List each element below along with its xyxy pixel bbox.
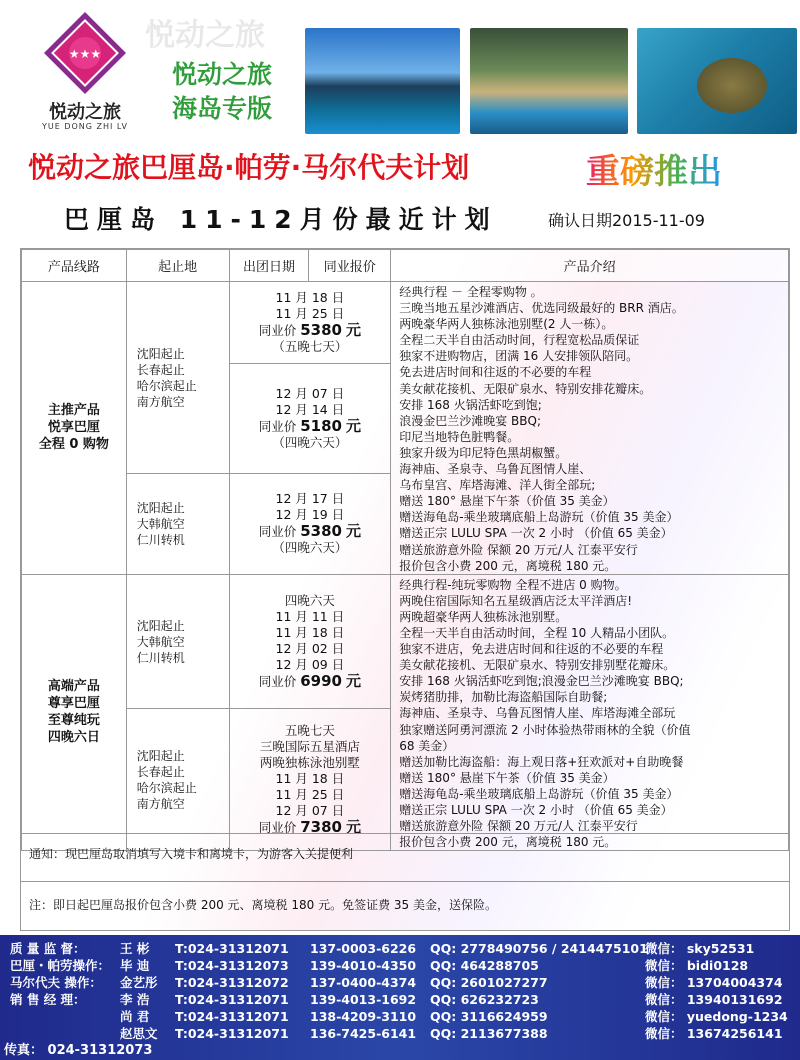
intro-line: 赠送海龟岛-乘坐玻璃底船上岛游玩（价值 35 美金）: [399, 786, 679, 801]
logo-subtext: YUE DONG ZHI LV: [42, 122, 128, 131]
hotel-line: 三晚国际五星酒店: [259, 739, 360, 755]
contact-mobile: 139-4013-1692: [310, 992, 417, 1007]
intro-cell-main: [391, 282, 789, 575]
contact-name: 毕 迪: [120, 958, 150, 973]
logo: [30, 10, 140, 135]
contact-tel: T:024-31312071: [175, 1026, 289, 1041]
header-intro: 产品介绍: [391, 250, 789, 282]
depart-line: 沈阳起止: [136, 618, 185, 633]
contact-footer: [0, 935, 800, 1060]
logo-diamond-icon: [42, 10, 128, 96]
contact-mobile: 138-4209-3110: [310, 1009, 417, 1024]
intro-line: 独家升级为印尼特色黑胡椒蟹。: [399, 445, 568, 460]
intro-line: 海神庙、圣泉寺、乌鲁瓦图情人崖、库塔海滩全部玩: [399, 706, 676, 721]
contact-role: 销 售 经 理：: [10, 992, 86, 1007]
price-label: 同业价: [258, 674, 297, 690]
route-line: 高端产品: [47, 679, 100, 695]
route-line: 悦享巴厘: [47, 420, 100, 436]
intro-line: 三晚当地五星沙滩酒店、优选同级最好的 BRR 酒店。: [399, 301, 684, 316]
date-line: 11 月 18 日: [275, 290, 345, 306]
intro-line: 赠送 180° 悬崖下午茶（价值 35 美金）: [399, 494, 615, 509]
date-line: 11 月 18 日: [275, 771, 345, 787]
contact-qq: QQ: 2601027277: [430, 975, 548, 990]
depart-line: 大韩航空: [136, 634, 185, 649]
sea-turtle-photo: [637, 28, 797, 134]
depart-line: 长春起止: [136, 764, 185, 779]
intro-line: 乌布皇宫、库塔海滩、洋人街全部玩;: [399, 478, 596, 493]
route-line: 四晚六日: [47, 730, 100, 746]
contact-role: 质 量 监 督：: [10, 941, 86, 956]
price-label: 同业价: [258, 323, 297, 339]
date-line: 12 月 14 日: [275, 402, 345, 418]
date-line: 12 月 02 日: [275, 641, 345, 657]
notice-fee: 注：即日起巴厘岛报价包含小费 200 元、离境税 180 元。免签证费 35 美金，送保险。: [21, 881, 789, 932]
intro-line: 浪漫金巴兰沙滩晚宴 BBQ;: [399, 413, 541, 428]
price-line: [230, 322, 391, 339]
depart-cell: [126, 574, 229, 709]
intro-line: 赠送旅游意外险 保额 20 万元/人 江泰平安行: [399, 542, 638, 557]
contact-name: 赵思文: [120, 1026, 158, 1041]
fax-number: 传真： 024-31312073: [4, 1043, 153, 1058]
product-table: [21, 249, 789, 851]
route-line: 主推产品: [47, 403, 100, 419]
contact-qq: QQ: 464288705: [430, 958, 539, 973]
price-value: 7380: [300, 818, 342, 837]
depart-line: 沈阳起止: [136, 346, 185, 361]
contact-mobile: 137-0003-6226: [310, 941, 417, 956]
main-title: 悦动之旅巴厘岛·帕劳·马尔代夫计划: [28, 151, 470, 184]
header: [0, 0, 800, 145]
date-price-cell: [229, 474, 391, 575]
intro-line: 两晚豪华两人独栋泳池别墅(2 人一栋）。: [399, 317, 614, 332]
logo-text: 悦动之旅: [49, 102, 121, 123]
date-line: 11 月 18 日: [275, 625, 345, 641]
days-line: （五晚七天）: [272, 339, 348, 355]
price-value: 5380: [300, 321, 342, 340]
contact-name: 李 浩: [120, 992, 150, 1007]
contact-row: [10, 1007, 788, 1025]
contact-name: 尚 君: [120, 1009, 150, 1024]
intro-line: 赠送旅游意外险 保额 20 万元/人 江泰平安行: [399, 819, 638, 834]
contact-tel: T:024-31312071: [175, 992, 289, 1007]
intro-line: 美女献花接机、无限矿泉水、特别安排花瓣床。: [399, 381, 652, 396]
product-table-panel: [20, 248, 790, 931]
contact-name: 王 彬: [120, 941, 150, 956]
contact-mobile: 139-4010-4350: [310, 958, 417, 973]
intro-line: 安排 168 火锅活虾吃到饱;浪漫金巴兰沙滩晚宴 BBQ;: [399, 674, 684, 689]
date-price-cell: [229, 282, 391, 364]
intro-line: 经典行程-纯玩零购物 全程不进店 0 购物。: [399, 577, 627, 592]
header-route: 产品线路: [22, 250, 127, 282]
depart-line: 大韩航空: [136, 516, 185, 531]
route-cell-main: [22, 282, 127, 575]
depart-cell: [126, 709, 229, 851]
date-price-cell: [229, 574, 391, 709]
intro-line: 报价包含小费 200 元，离境税 180 元。: [399, 835, 617, 850]
depart-line: 南方航空: [136, 394, 185, 409]
intro-line: 两晚住宿国际知名五星级酒店泛太平洋酒店!: [399, 593, 633, 608]
intro-line: 全程一天半自由活动时间，全程 10 人精品小团队。: [399, 625, 675, 640]
confirm-date: 确认日期2015-11-09: [548, 211, 705, 230]
days-line: 四晚六天: [284, 593, 335, 609]
contact-tel: T:024-31312072: [175, 975, 289, 990]
intro-cell-premium: [391, 574, 789, 851]
price-line: [230, 418, 391, 435]
header-date: 出团日期: [229, 250, 309, 282]
contact-wechat: 微信： yuedong-1234: [645, 1009, 788, 1024]
price-value: 6990: [300, 672, 342, 691]
launch-badge: 重磅推出: [586, 144, 722, 193]
contact-wechat: 微信： 13674256141: [645, 1026, 783, 1041]
contact-wechat: 微信： 13940131692: [645, 992, 783, 1007]
intro-line: 赠送正宗 LULU SPA 一次 2 小时 （价值 65 美金）: [399, 526, 673, 541]
route-line: 尊享巴厘: [47, 696, 100, 712]
turtle-shape: [697, 58, 767, 113]
plan-subtitle: 巴厘岛 11-12月份最近计划: [64, 205, 498, 234]
watermark-text: 悦动之旅: [145, 18, 265, 53]
date-line: 11 月 25 日: [275, 306, 345, 322]
contact-qq: QQ: 2113677388: [430, 1026, 548, 1041]
intro-line: 经典行程 － 全程零购物 。: [399, 285, 543, 299]
contact-tel: T:024-31312071: [175, 941, 289, 956]
price-label: 同业价: [258, 419, 297, 435]
contact-row: [10, 956, 748, 974]
intro-line: 两晚超豪华两人独栋泳池别墅。: [399, 609, 568, 624]
date-line: 12 月 19 日: [275, 507, 345, 523]
price-label: 同业价: [258, 524, 297, 540]
contact-tel: T:024-31312073: [175, 958, 289, 973]
date-price-cell: [229, 709, 391, 851]
date-price-cell: [229, 364, 391, 474]
date-line: 12 月 07 日: [275, 386, 345, 402]
table-header-row: [22, 250, 789, 282]
intro-line: 赠送 180° 悬崖下午茶（价值 35 美金）: [399, 770, 615, 785]
depart-cell: [126, 474, 229, 575]
intro-line: 赠送正宗 LULU SPA 一次 2 小时 （价值 65 美金）: [399, 803, 673, 817]
price-line: [230, 673, 391, 690]
route-line: 全程 0 购物: [38, 437, 109, 453]
slogan: [172, 58, 272, 126]
depart-line: 哈尔滨起止: [136, 780, 197, 795]
contact-wechat: 微信： bidi0128: [645, 958, 749, 973]
route-line: 至尊纯玩: [47, 713, 100, 729]
price-unit: 元: [345, 417, 361, 436]
depart-line: 仁川转机: [136, 532, 185, 547]
intro-line: 独家不进购物店，团满 16 人安排领队陪同。: [399, 349, 639, 364]
contact-mobile: 136-7425-6141: [310, 1026, 417, 1041]
contact-tel: T:024-31312071: [175, 1009, 289, 1024]
price-value: 5380: [300, 522, 342, 541]
intro-line: 报价包含小费 200 元，离境税 180 元。: [399, 558, 617, 573]
intro-line: 印尼当地特色脏鸭餐。: [399, 429, 520, 444]
intro-line: 独家不进店，免去进店时间和往返的不必要的车程: [399, 642, 664, 657]
depart-line: 南方航空: [136, 796, 185, 811]
notice-entry-card: 通知：现巴厘岛取消填写入境卡和离境卡，为游客入关提便利: [21, 833, 789, 881]
route-cell-premium: [22, 574, 127, 851]
contact-qq: QQ: 626232723: [430, 992, 539, 1007]
depart-line: 哈尔滨起止: [136, 378, 197, 393]
slogan-line-1: 悦动之旅: [172, 60, 273, 89]
days-line: （四晚六天）: [272, 435, 348, 451]
intro-line: 炭烤猪肋排，加勒比海盗船国际自助餐;: [399, 690, 608, 705]
date-line: 12 月 17 日: [275, 491, 345, 507]
contact-role: 巴厘・帕劳操作：: [10, 958, 111, 973]
price-line: [230, 523, 391, 540]
intro-line: 赠送加勒比海盗船：海上观日落+狂欢派对+自助晚餐: [399, 754, 684, 769]
table-row: [22, 574, 789, 709]
contact-wechat: 微信： 13704004374: [645, 975, 783, 990]
intro-line: 68 美金）: [399, 738, 455, 753]
intro-line: 美女献花接机、无限矿泉水、特别安排别墅花瓣床。: [399, 658, 676, 673]
depart-line: 长春起止: [136, 362, 185, 377]
contact-name: 金艺彤: [120, 975, 158, 990]
days-line: 五晚七天: [284, 723, 335, 739]
villa-photo: [470, 28, 628, 134]
depart-line: 沈阳起止: [136, 500, 185, 515]
date-line: 12 月 09 日: [275, 657, 345, 673]
contact-row: [10, 990, 783, 1008]
price-unit: 元: [345, 818, 361, 837]
depart-cell: [126, 282, 229, 474]
price-unit: 元: [345, 672, 361, 691]
depart-line: 沈阳起止: [136, 748, 185, 763]
svg-text:★★★: ★★★: [68, 47, 102, 61]
intro-line: 全程二天半自由活动时间，行程宽松品质保证: [399, 333, 640, 348]
depart-line: 仁川转机: [136, 650, 185, 665]
contact-row: [10, 939, 754, 957]
slogan-line-2: 海岛专版: [172, 94, 273, 123]
date-line: 11 月 11 日: [275, 609, 345, 625]
date-line: 12 月 07 日: [275, 803, 345, 819]
contact-qq: QQ: 3116624959: [430, 1009, 548, 1024]
villa-line: 两晚独栋泳池别墅: [259, 755, 360, 771]
intro-line: 海神庙、圣泉寺、乌鲁瓦图情人崖、: [399, 462, 592, 477]
header-depart: 起止地: [126, 250, 229, 282]
intro-line: 独家赠送阿勇河漂流 2 小时体验热带雨林的全貌（价值: [399, 722, 691, 737]
price-unit: 元: [345, 321, 361, 340]
contact-qq: QQ: 2778490756 / 2414475101: [430, 941, 648, 956]
price-label: 同业价: [258, 820, 297, 836]
intro-line: 免去进店时间和往返的不必要的车程: [399, 365, 592, 380]
days-line: （四晚六天）: [272, 540, 348, 556]
contact-role: 马尔代夫 操作：: [10, 975, 102, 990]
resort-pool-photo: [305, 28, 460, 134]
intro-line: 安排 168 火锅活虾吃到饱;: [399, 397, 542, 412]
table-row: [22, 282, 789, 364]
price-unit: 元: [345, 522, 361, 541]
contact-wechat: 微信： sky52531: [645, 941, 755, 956]
header-price: 同业报价: [309, 250, 391, 282]
date-line: 11 月 25 日: [275, 787, 345, 803]
contact-row: [10, 973, 783, 991]
price-value: 5180: [300, 417, 342, 436]
contact-mobile: 137-0400-4374: [310, 975, 417, 990]
intro-line: 赠送海龟岛-乘坐玻璃底船上岛游玩（价值 35 美金）: [399, 510, 679, 525]
